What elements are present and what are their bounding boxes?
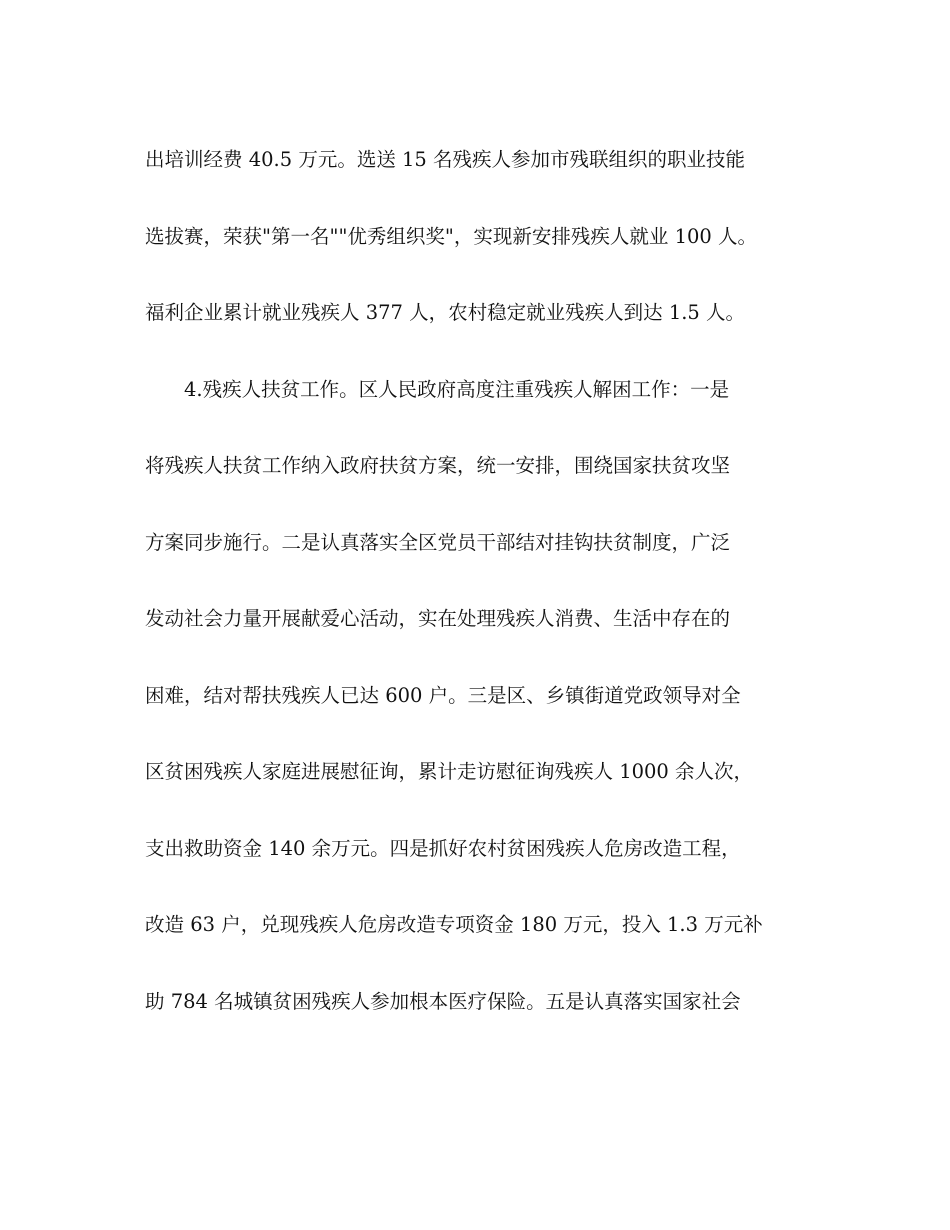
text-line-1: 出培训经费 40.5 万元。选送 15 名残疾人参加市残联组织的职业技能	[145, 148, 746, 171]
text-line-10: 支出救助资金 140 余万元。四是抓好农村贫困残疾人危房改造工程，	[145, 836, 741, 860]
text-line-12: 助 784 名城镇贫困残疾人参加根本医疗保险。五是认真落实国家社会	[145, 989, 741, 1013]
text-line-2: 选拔赛，荣获"第一名""优秀组织奖"，实现新安排残疾人就业 100 人。	[145, 224, 757, 248]
text-line-9: 区贫困残疾人家庭进展慰征询，累计走访慰征询残疾人 1000 余人次，	[145, 760, 754, 783]
text-line-5: 将残疾人扶贫工作纳入政府扶贫方案，统一安排，围绕国家扶贫攻坚	[145, 454, 731, 477]
text-line-7: 发动社会力量开展献爱心活动，实在处理残疾人消费、生活中存在的	[145, 607, 731, 630]
text-line-6: 方案同步施行。二是认真落实全区党员干部结对挂钩扶贫制度，广泛	[145, 530, 731, 554]
paragraph-heading-line: 4.残疾人扶贫工作。区人民政府高度注重残疾人解困工作：一是	[184, 377, 730, 401]
body-text	[145, 141, 825, 1059]
text-line-8: 困难，结对帮扶残疾人已达 600 户。三是区、乡镇街道党政领导对全	[145, 683, 741, 707]
text-line-3: 福利企业累计就业残疾人 377 人，农村稳定就业残疾人到达 1.5 人。	[145, 301, 746, 324]
text-line-11: 改造 63 户，兑现残疾人危房改造专项资金 180 万元，投入 1.3 万元补	[145, 913, 763, 936]
